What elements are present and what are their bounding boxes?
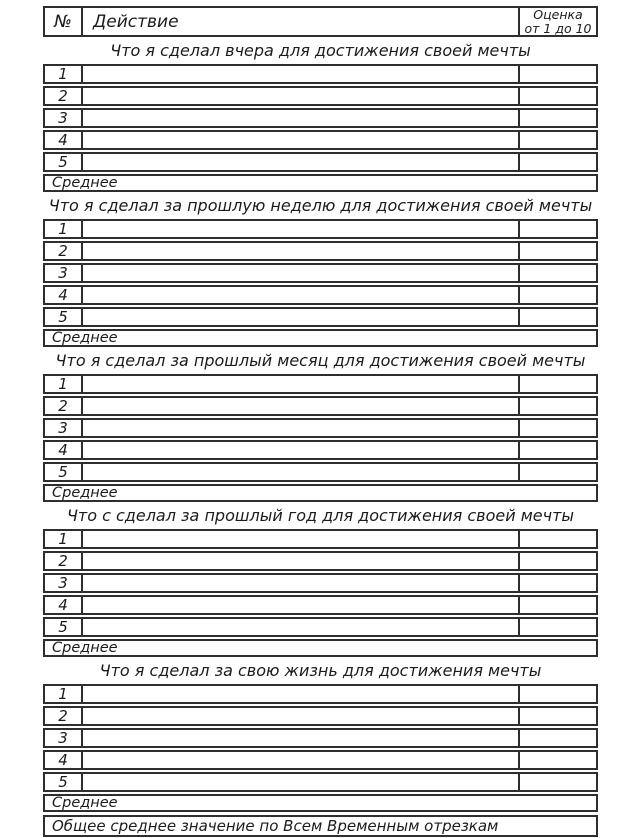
- row-number-cell: 4: [45, 442, 83, 458]
- row-number-cell: 4: [45, 597, 83, 613]
- table-row: [43, 706, 598, 726]
- row-number-cell: 2: [45, 708, 83, 724]
- action-blank-cell: [83, 464, 518, 480]
- dream-section: [43, 506, 598, 657]
- score-blank-cell: [518, 464, 596, 480]
- row-number-cell: 1: [45, 531, 83, 547]
- score-blank-cell: [518, 752, 596, 768]
- action-blank-cell: [83, 730, 518, 746]
- score-blank-cell: [518, 66, 596, 82]
- score-blank-cell: [518, 88, 596, 104]
- section-title: Что я сделал за свою жизнь для достижения мечты: [99, 661, 542, 680]
- score-blank-cell: [518, 531, 596, 547]
- average-row: [43, 329, 598, 347]
- table-row: [43, 219, 598, 239]
- total-average-label: Общее среднее значение по Всем Временным отрезкам: [52, 817, 499, 835]
- average-row: [43, 174, 598, 192]
- row-number-cell: 5: [45, 774, 83, 790]
- section-table: [43, 219, 598, 327]
- score-blank-cell: [518, 132, 596, 148]
- table-row: [43, 396, 598, 416]
- action-blank-cell: [83, 398, 518, 414]
- section-title: Что я сделал за прошлую неделю для достижения своей мечты: [48, 196, 593, 215]
- header-score-label-line2: от 1 до 10: [524, 20, 592, 36]
- section-table: [43, 529, 598, 637]
- action-blank-cell: [83, 531, 518, 547]
- score-blank-cell: [518, 442, 596, 458]
- action-blank-cell: [83, 686, 518, 702]
- row-number-cell: 3: [45, 420, 83, 436]
- score-blank-cell: [518, 243, 596, 259]
- action-blank-cell: [83, 575, 518, 591]
- row-number-cell: 3: [45, 575, 83, 591]
- action-blank-cell: [83, 243, 518, 259]
- row-number-cell: 4: [45, 287, 83, 303]
- action-blank-cell: [83, 221, 518, 237]
- score-blank-cell: [518, 265, 596, 281]
- action-blank-cell: [83, 708, 518, 724]
- table-row: [43, 772, 598, 792]
- average-label: Среднее: [52, 640, 118, 656]
- score-blank-cell: [518, 686, 596, 702]
- action-blank-cell: [83, 420, 518, 436]
- score-blank-cell: [518, 774, 596, 790]
- row-number-cell: 1: [45, 686, 83, 702]
- table-row: [43, 64, 598, 84]
- total-average-row: [43, 815, 598, 837]
- section-title: Что с сделал за прошлый год для достижения своей мечты: [66, 506, 575, 525]
- action-blank-cell: [83, 66, 518, 82]
- score-blank-cell: [518, 597, 596, 613]
- row-number-cell: 5: [45, 464, 83, 480]
- table-row: [43, 440, 598, 460]
- action-blank-cell: [83, 752, 518, 768]
- score-blank-cell: [518, 619, 596, 635]
- header-action-cell: Действие: [93, 11, 179, 32]
- table-row: [43, 241, 598, 261]
- average-label: Среднее: [52, 175, 118, 191]
- average-label: Среднее: [52, 485, 118, 501]
- row-number-cell: 5: [45, 154, 83, 170]
- row-number-cell: 3: [45, 730, 83, 746]
- action-blank-cell: [83, 88, 518, 104]
- section-title: Что я сделал вчера для достижения своей мечты: [110, 41, 531, 60]
- score-blank-cell: [518, 420, 596, 436]
- header-score-cell: [518, 8, 596, 35]
- action-blank-cell: [83, 287, 518, 303]
- action-blank-cell: [83, 110, 518, 126]
- row-number-cell: 2: [45, 553, 83, 569]
- action-blank-cell: [83, 265, 518, 281]
- score-blank-cell: [518, 575, 596, 591]
- row-number-cell: 4: [45, 132, 83, 148]
- section-table: [43, 64, 598, 172]
- action-blank-cell: [83, 132, 518, 148]
- table-row: [43, 573, 598, 593]
- score-blank-cell: [518, 398, 596, 414]
- table-row: [43, 750, 598, 770]
- row-number-cell: 5: [45, 619, 83, 635]
- action-blank-cell: [83, 309, 518, 325]
- table-row: [43, 529, 598, 549]
- table-row: [43, 130, 598, 150]
- row-number-cell: 2: [45, 88, 83, 104]
- action-blank-cell: [83, 619, 518, 635]
- table-row: [43, 263, 598, 283]
- table-row: [43, 374, 598, 394]
- table-row: [43, 595, 598, 615]
- row-number-cell: 5: [45, 309, 83, 325]
- row-number-cell: 3: [45, 110, 83, 126]
- score-blank-cell: [518, 154, 596, 170]
- dream-section: [43, 196, 598, 347]
- row-number-cell: 1: [45, 221, 83, 237]
- table-row: [43, 617, 598, 637]
- action-blank-cell: [83, 442, 518, 458]
- dream-section: [43, 661, 598, 812]
- score-blank-cell: [518, 708, 596, 724]
- table-row: [43, 108, 598, 128]
- row-number-cell: 2: [45, 243, 83, 259]
- section-table: [43, 684, 598, 792]
- average-label: Среднее: [52, 330, 118, 346]
- score-blank-cell: [518, 309, 596, 325]
- header-number-cell: №: [45, 8, 83, 35]
- score-blank-cell: [518, 553, 596, 569]
- row-number-cell: 2: [45, 398, 83, 414]
- average-row: [43, 484, 598, 502]
- row-number-cell: 1: [45, 66, 83, 82]
- action-blank-cell: [83, 376, 518, 392]
- table-row: [43, 285, 598, 305]
- table-header-row: [43, 6, 598, 37]
- average-label: Среднее: [52, 795, 118, 811]
- table-row: [43, 684, 598, 704]
- action-blank-cell: [83, 553, 518, 569]
- action-blank-cell: [83, 597, 518, 613]
- action-blank-cell: [83, 154, 518, 170]
- action-blank-cell: [83, 774, 518, 790]
- score-blank-cell: [518, 287, 596, 303]
- header-score-label-line1: Оценка: [533, 7, 583, 22]
- dream-section: [43, 41, 598, 192]
- table-row: [43, 418, 598, 438]
- average-row: [43, 794, 598, 812]
- table-row: [43, 462, 598, 482]
- score-blank-cell: [518, 730, 596, 746]
- row-number-cell: 3: [45, 265, 83, 281]
- table-row: [43, 728, 598, 748]
- row-number-cell: 4: [45, 752, 83, 768]
- section-title: Что я сделал за прошлый месяц для достижения своей мечты: [55, 351, 586, 370]
- dream-section: [43, 351, 598, 502]
- table-row: [43, 152, 598, 172]
- table-row: [43, 551, 598, 571]
- table-row: [43, 307, 598, 327]
- score-blank-cell: [518, 221, 596, 237]
- sections-container: [43, 41, 598, 812]
- average-row: [43, 639, 598, 657]
- score-blank-cell: [518, 376, 596, 392]
- table-row: [43, 86, 598, 106]
- row-number-cell: 1: [45, 376, 83, 392]
- score-blank-cell: [518, 110, 596, 126]
- section-table: [43, 374, 598, 482]
